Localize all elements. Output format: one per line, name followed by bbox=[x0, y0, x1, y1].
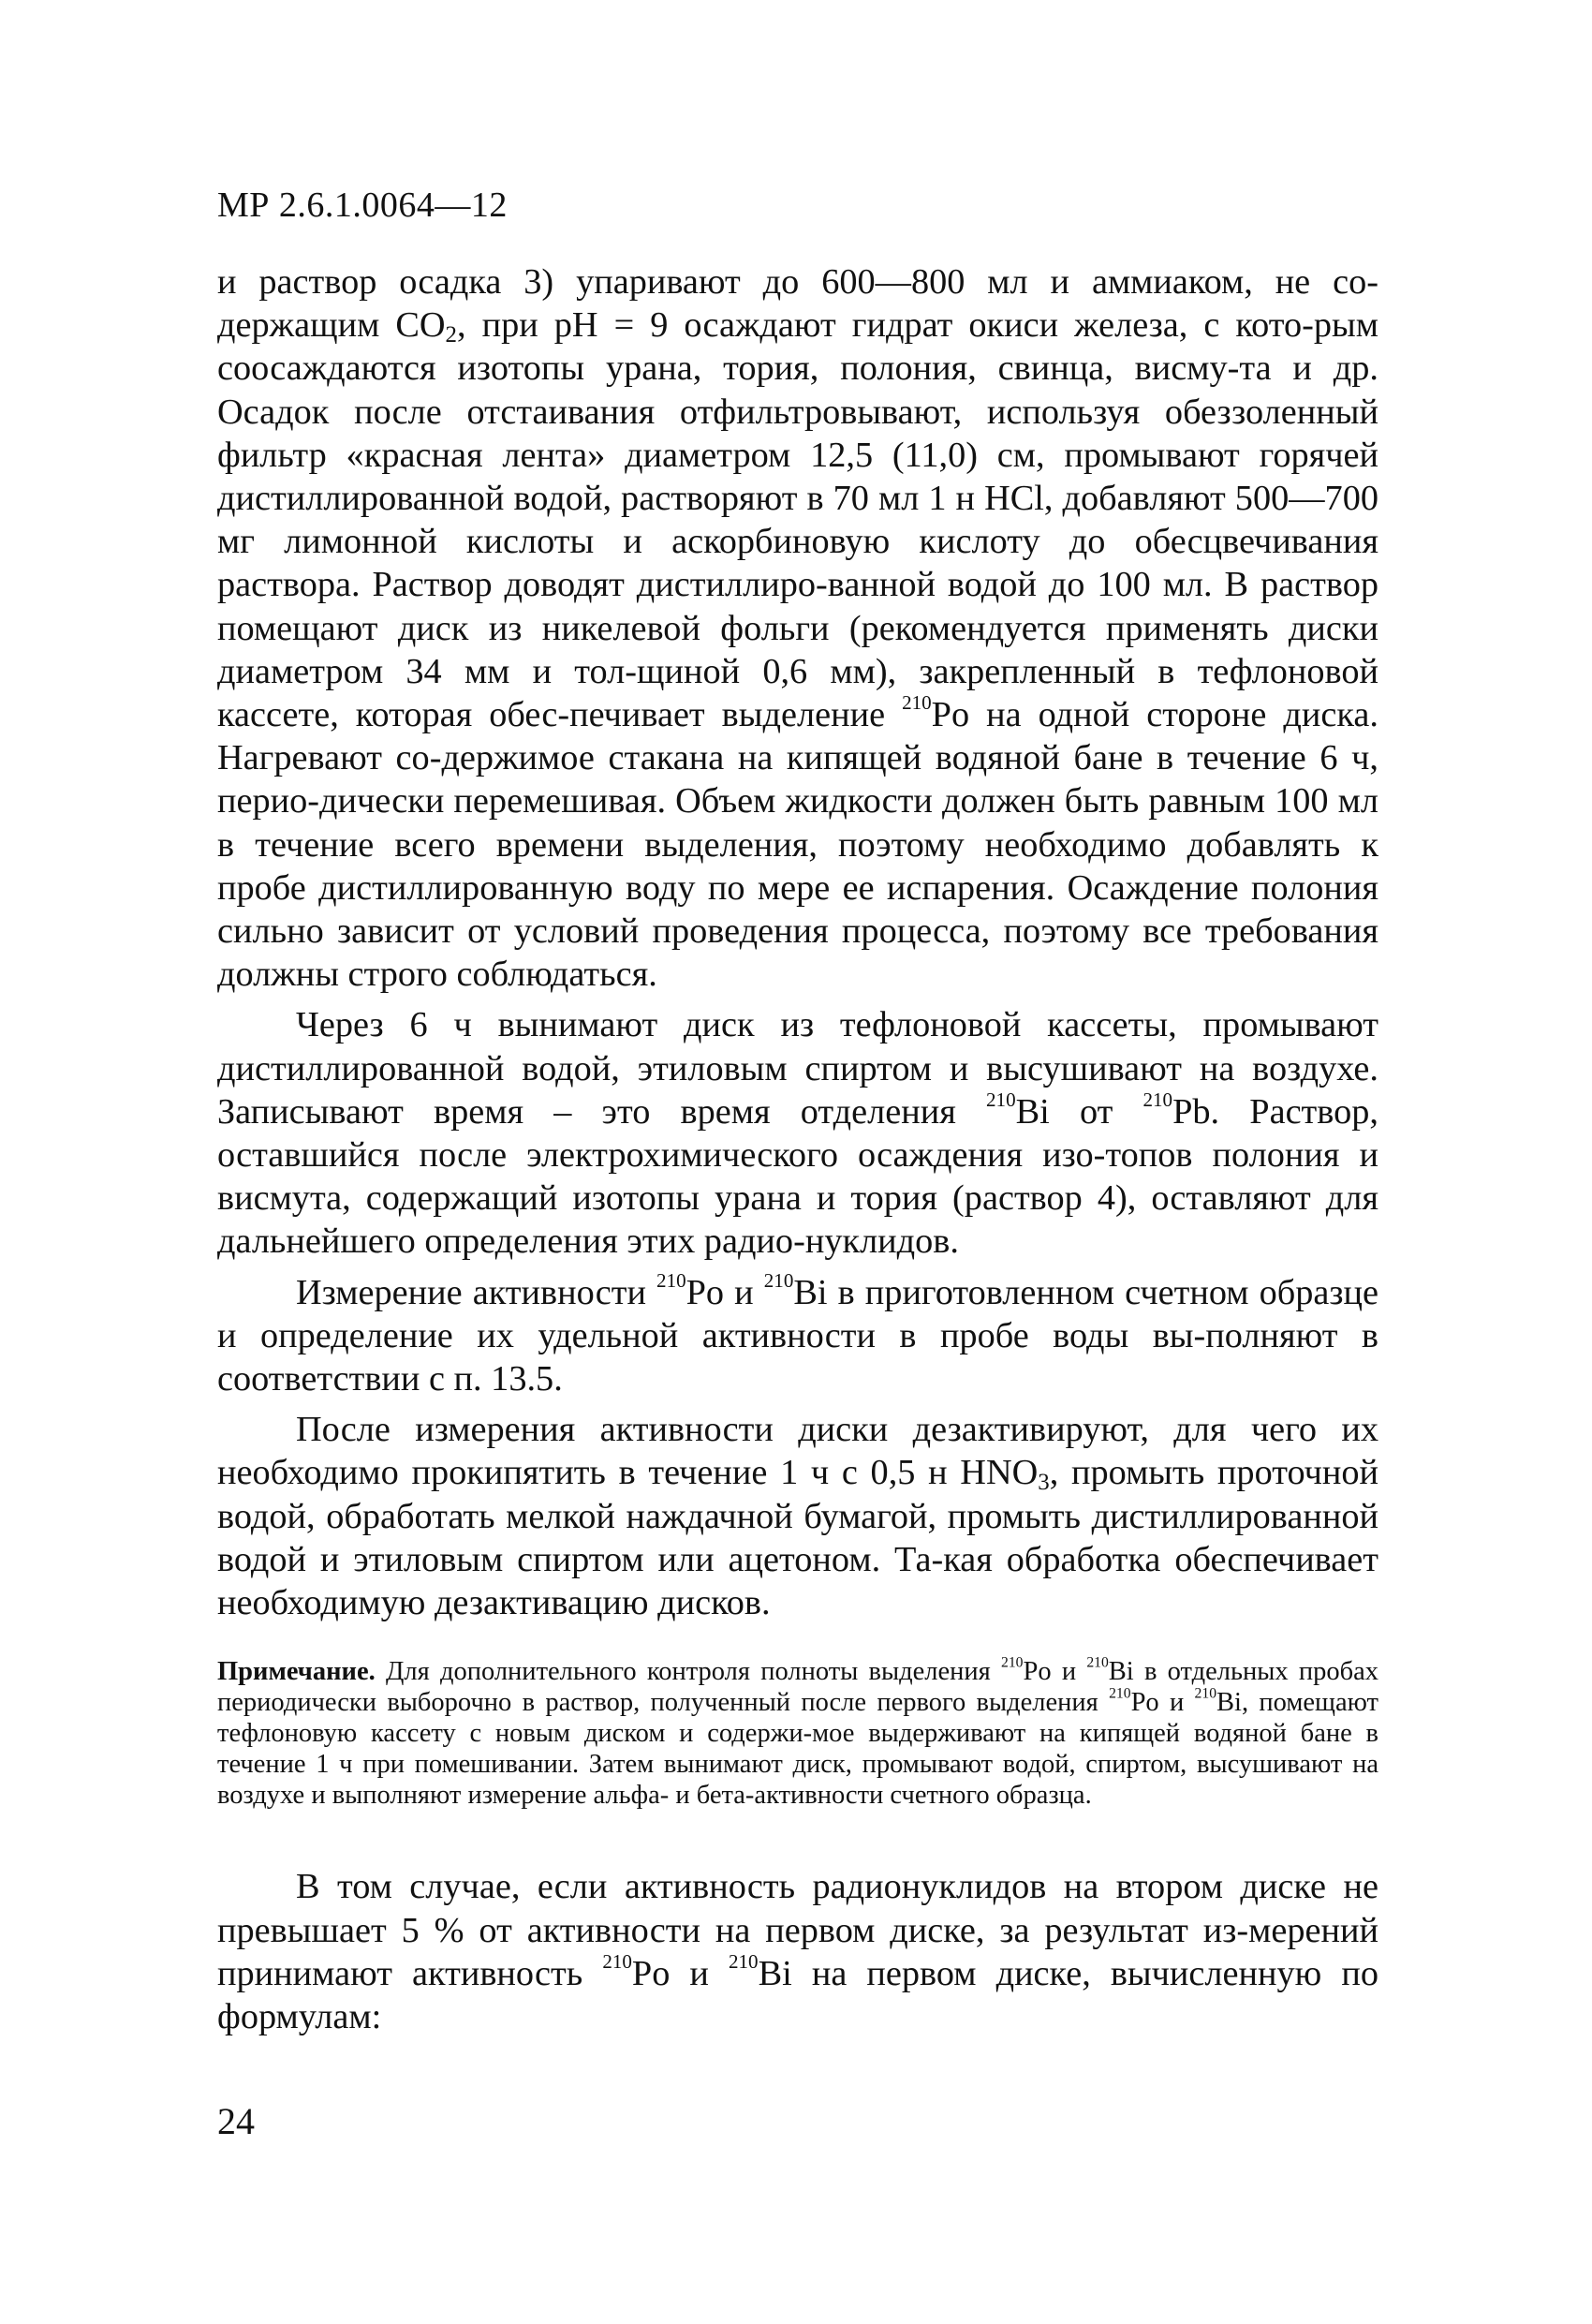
text-run: Bi на первом диске, вычисленную по формулам: bbox=[217, 1953, 1378, 2036]
page-number: 24 bbox=[217, 2100, 255, 2142]
text-run: Измерение активности bbox=[296, 1272, 657, 1312]
isotope-mass-number: 210 bbox=[986, 1088, 1016, 1111]
text-run: Bi в отдельных пробах периодически выборочно в раствор, полученный после первого выделения bbox=[217, 1657, 1378, 1718]
text-run: После измерения активности диски дезактивируют, для чего их необходимо прокипятить в течение 1 ч с 0,5 н HNO bbox=[217, 1410, 1378, 1493]
isotope-mass-number: 210 bbox=[1086, 1654, 1109, 1671]
text-run: Pb. Раствор, оставшийся после электрохимического осаждения изо-топов полония и висмута, содержащий изотопы урана и тория (раствор 4), оставляют для дальнейшего определения этих радио-нуклидов. bbox=[217, 1091, 1378, 1262]
isotope-mass-number: 210 bbox=[656, 1268, 686, 1292]
body-text bbox=[217, 260, 1378, 2038]
paragraph-procedure bbox=[217, 260, 1378, 996]
isotope-mass-number: 210 bbox=[602, 1949, 632, 1973]
text-run: Po и bbox=[1130, 1688, 1195, 1718]
text-run: Po и bbox=[1023, 1657, 1087, 1687]
paragraph-activity-measurement bbox=[217, 1268, 1379, 1401]
text-run: Po на одной стороне диска. Нагревают со-держимое стакана на кипящей водяной бане в течение 6 ч, перио-дически перемешивая. Объем жидкости должен быть равным 100 мл в течение всего времени выделения, поэтому необходимо добавлять к пробе дистиллированную воду по мере ее испарения. Осаждение полония сильно зависит от условий проведения процесса, поэтому все требования должны строго соблюдаться. bbox=[217, 695, 1378, 995]
isotope-mass-number: 210 bbox=[902, 691, 932, 715]
note-paragraph bbox=[217, 1656, 1378, 1811]
text-run: Bi, помещают тефлоновую кассету с новым диском и содержи-мое выдерживают на кипящей водяной бане в течение 1 ч при помешивании. Затем вынимают диск, промывают водой, спиртом, высушивают на воздухе и выполняют измерение альфа- и бета-активности счетного образца. bbox=[217, 1688, 1378, 1811]
isotope-mass-number: 210 bbox=[763, 1268, 794, 1292]
isotope-mass-number: 210 bbox=[728, 1949, 759, 1973]
text-run: , при pH = 9 осаждают гидрат окиси железа, с кото-рым соосаждаются изотопы урана, тория, полония, свинца, висму-та и др. Осадок после отстаивания отфильтровывают, используя обеззоленный фильтр «красная лента» диаметром 12,5 (11,0) см, промывают горячей дистиллированной водой, растворяют в 70 мл 1 н HCl, добавляют 500—700 мг лимонной кислоты и аскорбиновую кислоту до обесцвечивания раствора. Раствор доводят дистиллиро-ванной водой до 100 мл. В раствор помещают диск из никелевой фольги (рекомендуется применять диски диаметром 34 мм и тол-щиной 0,6 мм), закрепленный в тефлоновой кассете, которая обес-печивает выделение bbox=[217, 305, 1378, 735]
isotope-mass-number: 210 bbox=[1001, 1654, 1024, 1671]
isotope-mass-number: 210 bbox=[1109, 1685, 1131, 1702]
document-code-header: МР 2.6.1.0064—12 bbox=[217, 185, 508, 225]
text-run: Bi в приготовленном счетном образце и определение их удельной активности в пробе воды вы-полняют в соответствии с п. 13.5. bbox=[217, 1272, 1379, 1399]
paragraph-second-disk bbox=[217, 1865, 1378, 2038]
text-run: Bi от bbox=[1015, 1091, 1143, 1132]
text-run: Для дополнительного контроля полноты выделения bbox=[375, 1657, 1002, 1687]
text-run: В том случае, если активность радионуклидов на втором диске не превышает 5 % от активности на первом диске, за результат из-мерений принимают активность bbox=[217, 1867, 1378, 1993]
subscript: 3 bbox=[1038, 1470, 1050, 1496]
note-label: Примечание. bbox=[217, 1657, 376, 1687]
isotope-mass-number: 210 bbox=[1142, 1088, 1173, 1111]
paragraph-disk-removal bbox=[217, 1003, 1378, 1263]
text-run: Через 6 ч вынимают диск из тефлоновой кассеты, промывают дистиллированной водой, этиловым спиртом и высушивают на воздухе. Записывают время – это время отделения bbox=[217, 1005, 1378, 1132]
text-run: Po и bbox=[685, 1272, 764, 1312]
text-run: и раствор осадка 3) упаривают до 600—800 мл и аммиаком, не со-держащим CO bbox=[217, 262, 1378, 346]
subscript: 2 bbox=[445, 322, 457, 348]
text-run: , промыть проточной водой, обработать мелкой наждачной бумагой, промыть дистиллированной водой и этиловым спиртом или ацетоном. Та-кая обработка обеспечивает необходимую дезактивацию дисков. bbox=[217, 1453, 1378, 1623]
text-run: Po и bbox=[631, 1953, 729, 1993]
isotope-mass-number: 210 bbox=[1194, 1685, 1217, 1702]
paragraph-decontamination bbox=[217, 1408, 1378, 1624]
